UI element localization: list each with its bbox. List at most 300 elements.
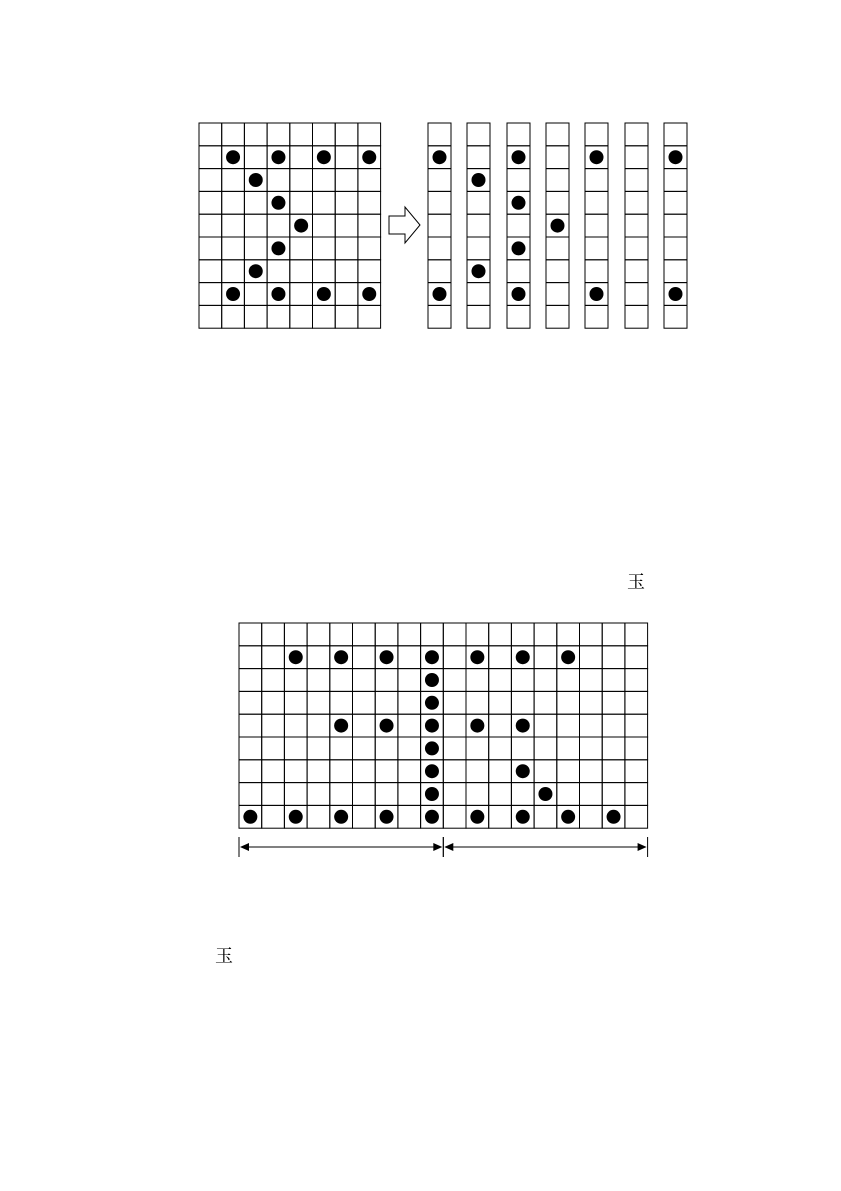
grid-dot [334, 719, 348, 733]
grid-dot [226, 287, 240, 301]
grid-cell [625, 783, 648, 806]
grid-cell [335, 237, 358, 260]
column-cell [428, 191, 451, 214]
grid-cell [307, 691, 330, 714]
grid-dot [271, 241, 285, 255]
grid-cell [489, 669, 512, 692]
column-dot [433, 287, 447, 301]
grid-cell [199, 191, 222, 214]
column-cell [467, 214, 490, 237]
grid-dot [271, 196, 285, 210]
column-cell [428, 214, 451, 237]
split-column [546, 123, 569, 328]
grid-cell [313, 237, 336, 260]
grid-cell [290, 305, 313, 328]
grid-cell [489, 760, 512, 783]
grid-cell [290, 169, 313, 192]
grid-dot [561, 650, 575, 664]
grid-cell [557, 737, 580, 760]
column-cell [585, 123, 608, 146]
grid-cell [199, 305, 222, 328]
column-dot [669, 150, 683, 164]
column-cell [664, 123, 687, 146]
grid-dot [334, 650, 348, 664]
column-dot [472, 264, 486, 278]
column-cell [585, 169, 608, 192]
grid-dot [226, 150, 240, 164]
grid-cell [244, 123, 267, 146]
span-arrow [239, 837, 443, 857]
grid-cell [239, 760, 262, 783]
combined-pattern-grid [239, 623, 648, 828]
grid-cell [580, 737, 603, 760]
grid-cell [335, 260, 358, 283]
split-column [507, 123, 530, 328]
grid-cell [443, 646, 466, 669]
grid-cell [625, 760, 648, 783]
grid-cell [466, 760, 489, 783]
grid-cell [534, 623, 557, 646]
grid-cell [534, 737, 557, 760]
split-column [585, 123, 608, 328]
column-dot [512, 241, 526, 255]
grid-cell [557, 783, 580, 806]
grid-dot [249, 173, 263, 187]
grid-dot [271, 287, 285, 301]
arrowhead-left [444, 843, 453, 851]
column-cell [546, 237, 569, 260]
grid-cell [443, 760, 466, 783]
grid-cell [290, 237, 313, 260]
column-cell [585, 191, 608, 214]
source-pattern-grid [199, 123, 381, 328]
grid-cell [313, 169, 336, 192]
grid-dot [425, 650, 439, 664]
grid-cell [580, 669, 603, 692]
grid-cell [625, 669, 648, 692]
grid-cell [580, 760, 603, 783]
column-cell [625, 260, 648, 283]
column-dot [512, 287, 526, 301]
grid-dot [425, 741, 439, 755]
column-dot [512, 150, 526, 164]
grid-cell [625, 691, 648, 714]
grid-cell [398, 646, 421, 669]
grid-cell [466, 691, 489, 714]
grid-cell [199, 283, 222, 306]
column-cell [507, 214, 530, 237]
grid-cell [330, 760, 353, 783]
grid-dot [516, 650, 530, 664]
split-column [467, 123, 490, 328]
grid-dot [243, 810, 257, 824]
column-cell [467, 191, 490, 214]
column-cell [428, 305, 451, 328]
grid-cell [262, 783, 285, 806]
grid-cell [267, 214, 290, 237]
grid-dot [380, 719, 394, 733]
grid-cell [625, 714, 648, 737]
grid-cell [284, 691, 307, 714]
grid-cell [199, 214, 222, 237]
grid-cell [580, 714, 603, 737]
grid-dot [538, 787, 552, 801]
column-cell [625, 283, 648, 306]
column-cell [546, 169, 569, 192]
column-cell [625, 237, 648, 260]
grid-cell [580, 691, 603, 714]
grid-cell [222, 123, 245, 146]
grid-cell [358, 191, 381, 214]
grid-cell [222, 214, 245, 237]
grid-dot [470, 650, 484, 664]
grid-cell [398, 714, 421, 737]
grid-cell [580, 646, 603, 669]
grid-cell [353, 669, 376, 692]
grid-cell [353, 805, 376, 828]
grid-cell [239, 646, 262, 669]
column-cell [664, 191, 687, 214]
grid-cell [443, 669, 466, 692]
grid-cell [358, 305, 381, 328]
grid-cell [222, 260, 245, 283]
column-cell [664, 169, 687, 192]
grid-cell [239, 691, 262, 714]
grid-cell [580, 805, 603, 828]
column-cell [546, 191, 569, 214]
grid-cell [375, 760, 398, 783]
grid-cell [284, 669, 307, 692]
grid-dot [425, 696, 439, 710]
grid-cell [625, 805, 648, 828]
grid-cell [580, 623, 603, 646]
grid-dot [289, 650, 303, 664]
grid-cell [353, 691, 376, 714]
column-cell [507, 123, 530, 146]
split-column [625, 123, 648, 328]
grid-cell [353, 623, 376, 646]
grid-dot [380, 810, 394, 824]
grid-cell [398, 783, 421, 806]
grid-cell [489, 623, 512, 646]
grid-cell [602, 646, 625, 669]
grid-dot [607, 810, 621, 824]
column-cell [625, 191, 648, 214]
arrowhead-right [638, 843, 647, 851]
grid-cell [222, 237, 245, 260]
grid-cell [313, 214, 336, 237]
column-cell [664, 260, 687, 283]
grid-dot [289, 810, 303, 824]
grid-cell [244, 191, 267, 214]
grid-cell [602, 737, 625, 760]
grid-cell [262, 669, 285, 692]
grid-cell [602, 714, 625, 737]
grid-cell [557, 760, 580, 783]
grid-cell [489, 805, 512, 828]
grid-cell [307, 737, 330, 760]
grid-cell [290, 260, 313, 283]
grid-cell [443, 714, 466, 737]
grid-cell [262, 737, 285, 760]
grid-cell [466, 669, 489, 692]
grid-dot [425, 810, 439, 824]
grid-dot [561, 810, 575, 824]
grid-cell [602, 783, 625, 806]
grid-cell [511, 691, 534, 714]
column-cell [664, 237, 687, 260]
grid-cell [244, 214, 267, 237]
grid-cell [330, 783, 353, 806]
grid-dot [317, 287, 331, 301]
grid-cell [307, 714, 330, 737]
column-cell [507, 305, 530, 328]
grid-cell [313, 123, 336, 146]
grid-cell [290, 191, 313, 214]
grid-cell [353, 783, 376, 806]
grid-cell [262, 805, 285, 828]
column-cell [664, 305, 687, 328]
grid-dot [294, 219, 308, 233]
grid-cell [375, 783, 398, 806]
column-cell [546, 305, 569, 328]
split-columns-group [428, 123, 687, 328]
grid-cell [602, 669, 625, 692]
grid-cell [443, 691, 466, 714]
column-cell [546, 146, 569, 169]
grid-dot [249, 264, 263, 278]
grid-dot [362, 150, 376, 164]
grid-cell [358, 214, 381, 237]
grid-cell [330, 669, 353, 692]
span-arrow [443, 837, 647, 857]
grid-cell [398, 669, 421, 692]
column-cell [467, 123, 490, 146]
grid-cell [375, 691, 398, 714]
grid-cell [511, 783, 534, 806]
grid-cell [239, 714, 262, 737]
grid-cell [489, 646, 512, 669]
grid-cell [398, 760, 421, 783]
grid-cell [284, 760, 307, 783]
grid-cell [335, 146, 358, 169]
grid-cell [313, 191, 336, 214]
grid-cell [358, 123, 381, 146]
grid-cell [284, 783, 307, 806]
column-cell [467, 305, 490, 328]
grid-cell [307, 669, 330, 692]
grid-cell [557, 623, 580, 646]
grid-cell [335, 283, 358, 306]
grid-cell [222, 305, 245, 328]
column-cell [625, 214, 648, 237]
column-cell [428, 123, 451, 146]
column-cell [585, 305, 608, 328]
column-cell [585, 260, 608, 283]
jade-glyph-label: 玉 [215, 946, 233, 967]
column-dot [590, 287, 604, 301]
grid-cell [262, 646, 285, 669]
grid-cell [625, 737, 648, 760]
grid-cell [307, 646, 330, 669]
column-cell [467, 283, 490, 306]
grid-cell [398, 805, 421, 828]
grid-cell [557, 669, 580, 692]
grid-cell [244, 283, 267, 306]
grid-dot [425, 764, 439, 778]
grid-cell [199, 237, 222, 260]
grid-cell [358, 260, 381, 283]
grid-cell [398, 691, 421, 714]
grid-cell [267, 260, 290, 283]
grid-cell [353, 760, 376, 783]
grid-cell [466, 783, 489, 806]
grid-cell [534, 691, 557, 714]
grid-cell [290, 146, 313, 169]
grid-cell [489, 691, 512, 714]
grid-dot [516, 719, 530, 733]
arrow-shape [389, 207, 420, 243]
grid-dot [271, 150, 285, 164]
grid-cell [557, 714, 580, 737]
grid-cell [489, 783, 512, 806]
grid-cell [421, 623, 444, 646]
grid-cell [625, 623, 648, 646]
grid-cell [375, 669, 398, 692]
column-cell [664, 214, 687, 237]
grid-cell [489, 714, 512, 737]
grid-cell [602, 623, 625, 646]
arrowhead-left [240, 843, 249, 851]
grid-cell [307, 783, 330, 806]
grid-cell [199, 169, 222, 192]
grid-cell [222, 169, 245, 192]
grid-cell [199, 146, 222, 169]
grid-cell [398, 737, 421, 760]
column-cell [467, 237, 490, 260]
grid-cell [307, 760, 330, 783]
column-cell [625, 123, 648, 146]
grid-cell [244, 237, 267, 260]
grid-cell [466, 623, 489, 646]
grid-dot [334, 810, 348, 824]
grid-cell [375, 737, 398, 760]
column-cell [428, 169, 451, 192]
grid-cell [602, 691, 625, 714]
grid-cell [239, 623, 262, 646]
grid-cell [489, 737, 512, 760]
grid-cell [534, 714, 557, 737]
grid-cell [443, 783, 466, 806]
column-cell [428, 237, 451, 260]
grid-cell [267, 169, 290, 192]
grid-dot [470, 810, 484, 824]
grid-cell [534, 805, 557, 828]
column-cell [546, 283, 569, 306]
grid-cell [511, 623, 534, 646]
grid-dot [425, 787, 439, 801]
column-cell [585, 237, 608, 260]
grid-dot [516, 810, 530, 824]
span-arrows-group [239, 837, 648, 857]
column-dot [472, 173, 486, 187]
column-cell [625, 169, 648, 192]
grid-cell [284, 714, 307, 737]
grid-cell [443, 737, 466, 760]
grid-cell [335, 123, 358, 146]
grid-cell [244, 146, 267, 169]
column-dot [433, 150, 447, 164]
split-column [664, 123, 687, 328]
grid-cell [511, 737, 534, 760]
grid-cell [262, 714, 285, 737]
grid-cell [353, 737, 376, 760]
grid-cell [199, 260, 222, 283]
jade-glyph-label: 玉 [627, 572, 645, 593]
split-column [428, 123, 451, 328]
grid-cell [267, 305, 290, 328]
grid-dot [425, 719, 439, 733]
column-cell [625, 146, 648, 169]
grid-cell [580, 783, 603, 806]
grid-cell [358, 169, 381, 192]
grid-cell [466, 737, 489, 760]
grid-cell [534, 669, 557, 692]
grid-cell [398, 623, 421, 646]
grid-cell [557, 691, 580, 714]
grid-cell [443, 623, 466, 646]
grid-cell [267, 123, 290, 146]
grid-cell [239, 669, 262, 692]
grid-cell [335, 214, 358, 237]
grid-cell [284, 623, 307, 646]
column-cell [546, 260, 569, 283]
grid-cell [290, 123, 313, 146]
grid-cell [511, 669, 534, 692]
grid-dot [362, 287, 376, 301]
grid-cell [330, 691, 353, 714]
grid-cell [353, 646, 376, 669]
grid-cell [239, 737, 262, 760]
column-cell [625, 305, 648, 328]
grid-cell [443, 805, 466, 828]
grid-cell [313, 305, 336, 328]
column-cell [467, 146, 490, 169]
grid-cell [335, 169, 358, 192]
grid-cell [353, 714, 376, 737]
grid-cell [534, 760, 557, 783]
grid-dot [380, 650, 394, 664]
grid-cell [262, 760, 285, 783]
grid-dot [516, 764, 530, 778]
grid-cell [375, 623, 398, 646]
grid-cell [222, 191, 245, 214]
grid-cell [313, 260, 336, 283]
column-dot [590, 150, 604, 164]
grid-cell [262, 623, 285, 646]
grid-cell [625, 646, 648, 669]
grid-cell [307, 623, 330, 646]
grid-dot [470, 719, 484, 733]
grid-cell [534, 646, 557, 669]
column-cell [546, 123, 569, 146]
column-cell [585, 214, 608, 237]
grid-cell [290, 283, 313, 306]
column-cell [507, 260, 530, 283]
grid-cell [335, 191, 358, 214]
grid-cell [335, 305, 358, 328]
grid-cell [307, 805, 330, 828]
